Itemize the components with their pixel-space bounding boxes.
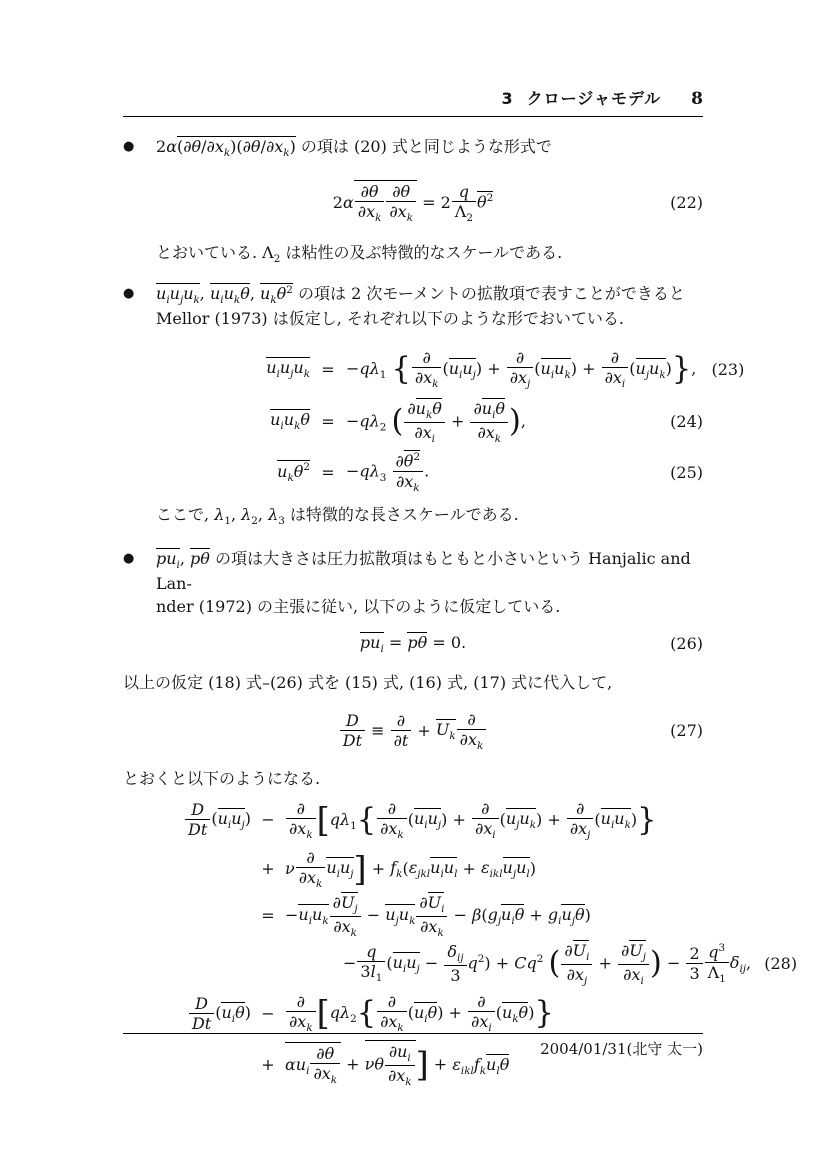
- equation-24-number: (24): [670, 411, 703, 431]
- eq-rhs: $\frac{\partial}{\partial x_k}$ [$q\lambda_2${ $\frac{\partial}{\partial x_k}$ $(u_i\theta)$ + $\frac{\partial}{\partial x_i}$ $(u_k\theta)$}: [285, 992, 657, 1035]
- eq-relation: −: [261, 810, 275, 830]
- equation-26-body: $pu_i = p\theta = 0$.: [359, 632, 467, 655]
- equation-28-line-2: [123, 846, 703, 892]
- bullet-3-text: [156, 547, 703, 618]
- equation-28-number: (28): [764, 954, 798, 974]
- paragraph-substitution: 以上の仮定 (18) 式–(26) 式を (15) 式, (16) 式, (17) 式に代入して,: [123, 672, 613, 692]
- equation-26-number: (26): [670, 634, 703, 654]
- equation-25: [123, 448, 703, 496]
- eq-relation: =: [321, 462, 335, 482]
- eq-relation: +: [261, 1055, 275, 1075]
- bullet-item-3: [123, 547, 703, 618]
- header-section-number: 3: [501, 89, 513, 108]
- bullet-marker: ●: [123, 550, 135, 566]
- header-rule: [123, 116, 703, 117]
- paragraph-result-intro: とおくと以下のようになる.: [123, 768, 321, 788]
- footer-rule: [123, 1033, 703, 1034]
- bullet-2-line-1: $u_iu_ju_k$, $u_iu_k\theta$, $u_k\theta^2$ の項は 2 次モーメントの拡散項で表すことができると: [156, 284, 685, 307]
- eq-lhs: $\frac{D}{Dt}$ $(u_i\theta)$: [123, 994, 251, 1033]
- equation-23-number: (23): [711, 359, 745, 379]
- equation-27-body: $\frac{D}{Dt}$ ≡ $\frac{\partial}{\partial t}$ + $U_k$ $\frac{\partial}{\partial x_k}$: [171, 710, 655, 753]
- eq-rhs: $\alpha u_i$ $\frac{\partial\theta}{\partial x_k}$ + νθ $\frac{\partial u_i}{\partial x_k}$ ] + $\varepsilon_{ikl}f_ku_l\theta$: [285, 1042, 510, 1089]
- eq-relation: +: [261, 859, 275, 879]
- equation-25-number: (25): [670, 462, 703, 482]
- eq-relation: −: [261, 1004, 275, 1024]
- equation-28-line-1: [123, 794, 703, 846]
- page-content: [123, 0, 798, 1090]
- bullet-item-1: [123, 135, 703, 160]
- paragraph-after-eq22: とおいている. $\Lambda_2$ は粘性の及ぶ特徴的なスケールである.: [156, 243, 563, 266]
- eq-rhs: ν $\frac{\partial}{\partial x_k}$ $u_iu_j] + f_k(\varepsilon_{jkl}u_iu_l + \varepsilon_{ikl}u_ju_l)$: [285, 847, 536, 890]
- eq-rhs: $\frac{\partial}{\partial x_k}$ [$q\lambda_1${ $\frac{\partial}{\partial x_k}$ $(u_iu_j)$ + $\frac{\partial}{\partial x_i}$ $(u_ju_k)$ + $\frac{\partial}{\partial x_j}$ $(u_iu_k)$}: [285, 799, 657, 842]
- eq-rhs: $-u_iu_k$ $\frac{\partial U_j}{\partial x_k}$ − $u_ju_k$ $\frac{\partial U_i}{\partial x_k}$ − $\beta(g_ju_i\theta + g_iu_j\theta)$: [285, 892, 591, 940]
- bullet-marker: ●: [123, 139, 135, 154]
- eq-relation: =: [261, 906, 275, 926]
- equation-27-number: (27): [670, 721, 703, 741]
- paragraph-after-eq25: ここで, $\lambda_1$, $\lambda_2$, $\lambda_3$ は特徴的な長さスケールである.: [156, 505, 519, 528]
- equation-22: [123, 176, 703, 228]
- bullet-3-line-2: nder (1972) の主張に従い, 以下のように仮定している.: [156, 596, 561, 616]
- equation-27: [123, 706, 703, 756]
- bullet-3-line-1: $pu_i$, pθ の項は大きさは圧力拡散項はもともと小さいという Hanjalic and Lan-: [156, 548, 691, 593]
- eq-lhs: $u_iu_k\theta$: [270, 410, 310, 433]
- eq-lhs: $u_k\theta^2$: [277, 461, 310, 484]
- header-section-title: クロージャモデル: [526, 89, 662, 108]
- header-page-number: 8: [691, 89, 703, 109]
- equation-22-body: 2α $\frac{\partial\theta}{\partial x_k}$ $\frac{\partial\theta}{\partial x_k}$ = 2 $\frac{q}{\Lambda_2}$ $\theta^2$: [332, 181, 494, 225]
- eq-rhs: − $\frac{q}{3l_1}$ ($u_iu_j$ − $\frac{\delta_{ij}}{3}$ $q^2) + Cq^2$ ( $\frac{\partial U_i}{\partial x_j}$ + $\frac{\partial U_j}{\partial x_i}$ ) − $\frac{2}{3}$ $\frac{q^3}{\Lambda_1}$ $\delta_{ij}$,: [343, 940, 752, 988]
- bullet-2-line-2: Mellor (1973) は仮定し, それぞれ以下のような形でおいている.: [156, 309, 625, 329]
- eq-rhs: $-q\lambda_1$ { $\frac{\partial}{\partial x_k}$ $(u_iu_j)$ + $\frac{\partial}{\partial x_j}$ $(u_iu_k)$ + $\frac{\partial}{\partial x_i}$ $(u_ju_k)$},: [346, 348, 697, 391]
- page-footer: [123, 1026, 703, 1059]
- footer-credit: 2004/01/31(北守 太一): [540, 1040, 703, 1058]
- equation-24: [123, 394, 703, 448]
- page-header: [123, 86, 703, 109]
- eq-relation: =: [321, 359, 335, 379]
- equation-28-line-4: [123, 940, 798, 988]
- eq-lhs: $u_iu_ju_k$: [266, 358, 310, 381]
- bullet-2-text: [156, 282, 703, 330]
- eq-lhs: $\frac{D}{Dt}$ $(u_iu_j)$: [123, 800, 251, 839]
- eq-relation: =: [321, 411, 335, 431]
- bullet-1-text: $2\alpha(\partial\theta/\partial x_k)(\partial\theta/\partial x_k)$ の項は (20) 式と同じような形式で: [156, 137, 552, 160]
- equation-23: [123, 344, 745, 394]
- eq-rhs: $-q\lambda_3$ $\frac{\partial\theta^2}{\partial x_k}$ .: [346, 451, 430, 495]
- equation-26: [123, 632, 703, 656]
- eq-rhs: $-q\lambda_2$ ( $\frac{\partial u_k\theta}{\partial x_i}$ + $\frac{\partial u_i\theta}{\partial x_k}$ ),: [346, 398, 526, 445]
- bullet-marker: ●: [123, 286, 135, 302]
- bullet-item-2: [123, 282, 703, 330]
- equation-22-number: (22): [670, 192, 703, 212]
- equation-28-line-3: [123, 892, 703, 940]
